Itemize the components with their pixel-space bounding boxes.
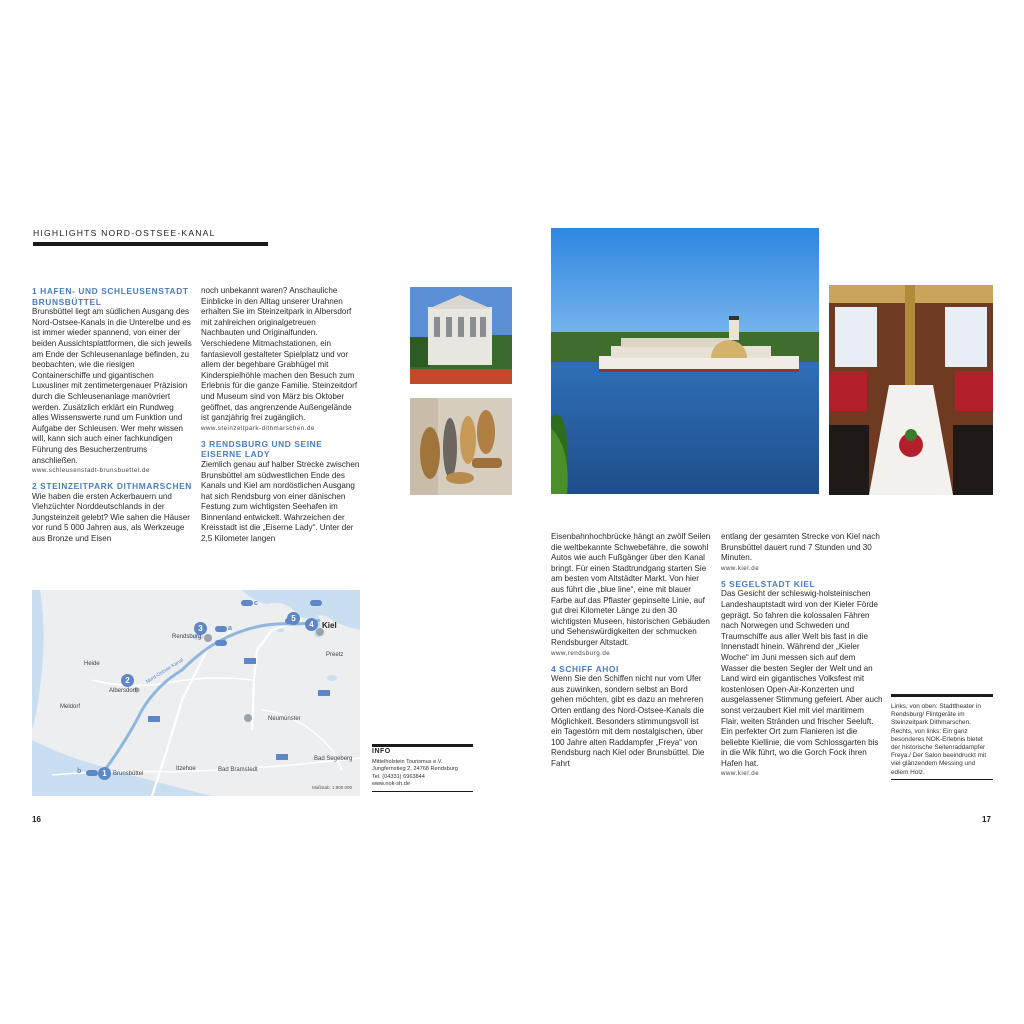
info-label: INFO	[372, 748, 391, 755]
photo-stadttheater	[410, 287, 512, 384]
column-4	[721, 532, 883, 784]
text-steinzeitpark-cont: noch unbekannt waren? Anschauliche Einblicke in den Alltag unserer Urahnen erhalten Sie im Steinzeitpark in Albersdorf mit zahlreichen originalgetreuen Nachbauten und Originalfunden. Verschiedene Mitmachstationen, ein fantasievoll gestalteter Spielplatz und vor allem der begehbare Grabhügel mit Kinderspielhöhle machen den Besuch zum Erlebnis für die ganze Familie. Steinzeitdorf und Museum sind von März bis Oktober geöffnet, das angrenzende Außengelände ist ganzjährig frei zugänglich.	[201, 286, 358, 423]
text-steinzeitpark: Wie haben die ersten Ackerbauern und Viehzüchter Norddeutschlands in der Jungsteinzeit gelebt? Wie sahen die Häuser vor rund 5 000 Jahren aus, als Werkzeuge aus Bronze und Eisen	[32, 491, 190, 544]
map-label-itzehoe: Itzehoe	[176, 766, 196, 772]
text-rendsburg: Ziemlich genau auf halber Strecke zwischen Brunsbüttel am südwestlichen Ende des Kanals und Kiel am nordöstlichen Ausgang hat sich Rendsburg von einer dänischen Festung zum wichtigsten Seehafen im Binnenland entwickelt. Wahrzeichen der Kreisstadt ist die „Eiserne Lady“. Unter der 2,5 Kilometer langen	[201, 459, 360, 544]
map-label-rendsburg: Rendsburg	[172, 634, 202, 640]
text-schiff-ahoi: Wenn Sie den Schiffen nicht nur vom Ufer aus zuwinken, sondern selbst an Bord gehen möchten, gibt es dazu an mehreren Orten entlang des Nord-Ostsee-Kanals die Möglichkeit. Besonders stimmungsvoll ist ein Tagestörn mit dem nostalgischen, über 100 Jahre alten Raddampfer „Freya“ von Rendsburg nach Kiel oder Brunsbüttel. Die Fahrt	[551, 674, 705, 768]
map-label-albersdorf: Albersdorf	[109, 688, 137, 694]
map-marker-4[interactable]: 4	[305, 618, 318, 631]
map-letter-b: b	[77, 768, 82, 775]
column-2	[201, 286, 361, 545]
map-label-brunsbuettel: Brunsbüttel	[113, 771, 144, 777]
url-adler-schiffe[interactable]: www.kiel.de	[721, 564, 760, 572]
info-rule-top	[372, 744, 473, 747]
url-steinzeitpark[interactable]: www.steinzeitpark-dithmarschen.de	[201, 424, 315, 432]
column-1	[32, 286, 192, 545]
map-letter-d: d	[221, 640, 226, 647]
caption-text: Links, von oben: Stadttheater in Rendsburg/ Flintgeräte im Steinzeitpark Dithmarschen. Rechts, von links: Ein ganz besonderes NOK-Erlebnis bietet der historische Seitenraddampfer Freya./ Der Salon beeindruckt mit viel glänzendem Messing und edlem Holz.	[891, 703, 987, 776]
map-label-preetz: Preetz	[326, 652, 344, 658]
text-brunsbuettel: Brunsbüttel liegt am südlichen Ausgang des Nord-Ostsee-Kanals in die Unterelbe und es ist immer wieder spannend, von einer der beiden Aussichtsplattformen, die sich jeweils am Ende der Schleusenanlage befinden, zu beobachten, wie die riesigen Containerschiffe und gigantischen Luxusliner mit zentimetergenauer Präzision durch die Schleusenanlage manövriert werden. Zusätzlich erklärt ein Rundweg alles Wissenswerte rund um Funktion und Aufgabe der Schleusen. Wer mehr wissen will, kann sich auch einer fachkundigen Führung des Besucherzentrums anschließen.	[32, 307, 192, 465]
map-label-canal: Nord-Ostsee-Kanal	[145, 657, 185, 686]
map-label-bad-segeberg: Bad Segeberg	[314, 756, 353, 762]
url-kiel[interactable]: www.kiel.de	[721, 770, 760, 778]
map-label-bad-bramstedt: Bad Bramstedt	[218, 767, 258, 773]
text-segelstadt-kiel: Das Gesicht der schleswig-holsteinischen Landeshauptstadt wird von der Kieler Förde geprägt. So fahren die kolossalen Fähren nach Norwegen und Schweden und Traumschiffe aus aller Welt bis fast in die Innenstadt hinein. Während der „Kieler Woche“ im Juni messen sich auf dem Wasser die besten Segler der Welt und an Land wird ein gigantisches Volksfest mit kostenlosen Open-Air-Konzerten und ausgelassener Stimmung gefeiert. Aber auch sonst verzaubert Kiel mit viel maritimem Flair, weiten Stränden und frischer Seeluft. Ein perfekter Ort zum Flanieren ist die beliebte Kiellinie, die vom Schlossgarten bis in die Wik führt, wo die Gorch Fock ihren Hafen hat.	[721, 589, 883, 768]
heading-brunsbuettel: 1 HAFEN- UND SCHLEUSENSTADT BRUNSBÜTTEL	[32, 286, 189, 307]
info-rule-bottom	[372, 791, 473, 792]
photo-flintgeraete	[410, 398, 512, 495]
map-letter-c: c	[254, 600, 258, 607]
photo-raddampfer-freya	[551, 228, 819, 494]
map-label-neumuenster: Neumünster	[268, 716, 301, 722]
caption-rule-bottom	[891, 779, 993, 780]
section-title: HIGHLIGHTS NORD-OSTSEE-KANAL	[33, 228, 216, 238]
info-line-4[interactable]: www.nok-sh.de	[372, 781, 410, 788]
info-box	[372, 744, 473, 792]
map-label-meldorf: Meldorf	[60, 704, 81, 710]
heading-steinzeitpark: 2 STEINZEITPARK DITHMARSCHEN	[32, 481, 192, 492]
map-label-heide: Heide	[84, 661, 100, 667]
heading-segelstadt-kiel: 5 SEGELSTADT KIEL	[721, 578, 816, 589]
heading-schiff-ahoi: 4 SCHIFF AHOI	[551, 663, 619, 674]
map-marker-1[interactable]: 1	[98, 767, 111, 780]
map-scale: Maßstab: 1:800 000	[312, 785, 353, 790]
photo-salon	[829, 285, 993, 495]
page-number-right: 17	[982, 815, 991, 824]
map	[32, 590, 360, 796]
column-3	[551, 532, 711, 769]
info-line-2: Jungfernstieg 2, 24768 Rendsburg	[372, 766, 458, 773]
map-marker-2[interactable]: 2	[121, 674, 134, 687]
info-line-1: Mittelholstein Tourismus e.V.	[372, 759, 443, 765]
info-line-3: Tel. (04331) 6963844	[372, 773, 425, 780]
url-brunsbuettel[interactable]: www.schleusenstadt-brunsbuettel.de	[32, 467, 150, 475]
photo-caption	[891, 694, 993, 780]
caption-rule-top	[891, 694, 993, 697]
text-rendsburg-cont: Eisenbahnhochbrücke hängt an zwölf Seilen die weltbekannte Schwebefähre, die sowohl Autos wie auch Fußgänger über den Kanal bringt. Für einen Stadtrundgang starten Sie am besten vom Altstädter Markt. Von hier aus führt die „blue line“, eine mit blauer Farbe auf das Pflaster gepinselte Linie, auf gut drei Kilometer Länge zu den 30 wichtigsten Museen, historischen Gebäuden und Sehenswürdigkeiten der schmucken Rendsburger Altstadt.	[551, 532, 711, 647]
heading-rendsburg: 3 RENDSBURG UND SEINE EISERNE LADY	[201, 438, 323, 460]
map-marker-3[interactable]: 3	[194, 622, 207, 635]
text-schiff-ahoi-cont: entlang der gesamten Strecke von Kiel nach Brunsbüttel dauert rund 7 Stunden und 30 Minuten.	[721, 532, 880, 563]
map-label-kiel: Kiel	[322, 621, 337, 630]
map-marker-5[interactable]: 5	[287, 612, 300, 625]
section-rule	[33, 242, 268, 246]
page-number-left: 16	[32, 815, 41, 824]
url-rendsburg[interactable]: www.rendsburg.de	[551, 649, 611, 657]
map-letter-a: a	[228, 625, 232, 632]
